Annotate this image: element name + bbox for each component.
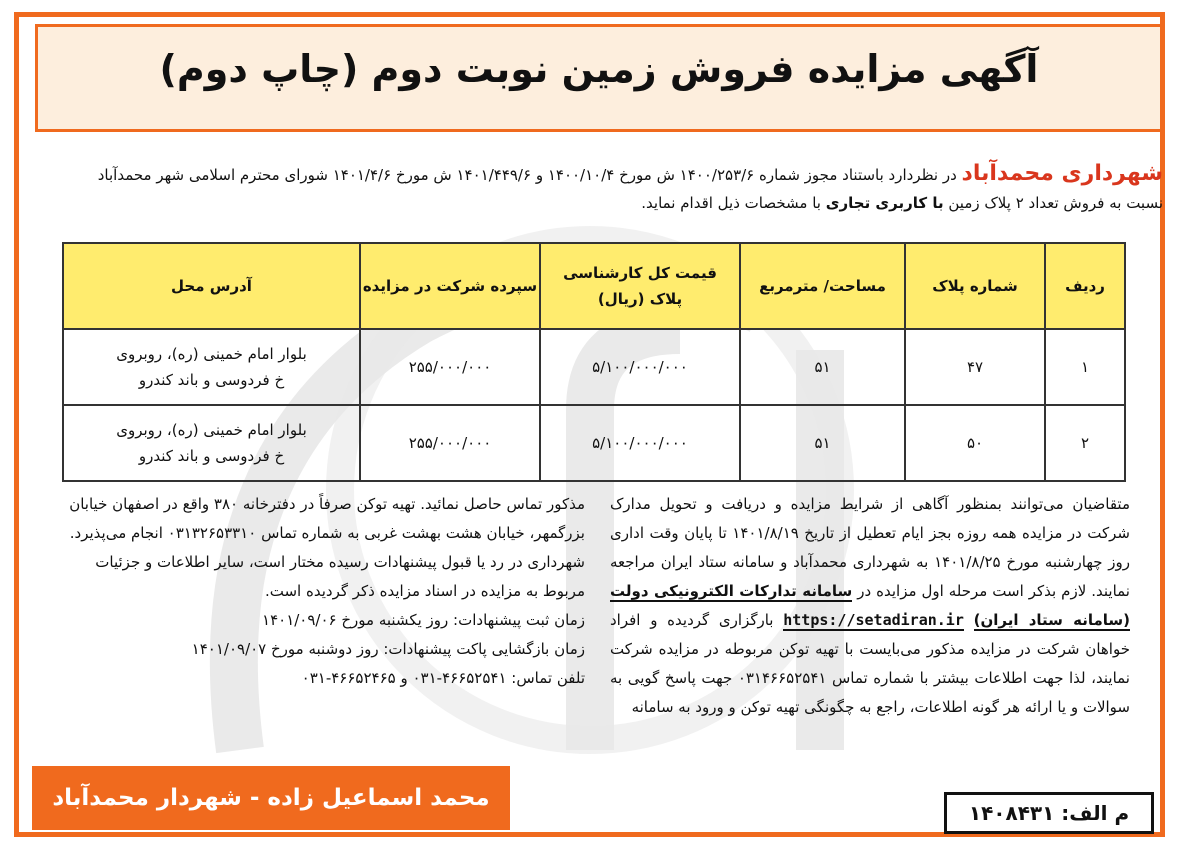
header-price-l1: قیمت کل کارشناسی	[563, 264, 717, 282]
cell-price: ۵/۱۰۰/۰۰۰/۰۰۰	[540, 405, 740, 481]
page-title: آگهی مزایده فروش زمین نوبت دوم (چاپ دوم)	[159, 47, 1039, 91]
header-price-l2: پلاک (ریال)	[597, 290, 683, 308]
ad-code: م الف: ۱۴۰۸۴۳۱	[944, 792, 1154, 834]
cell-row-no: ۱	[1045, 329, 1125, 405]
cell-deposit: ۲۵۵/۰۰۰/۰۰۰	[360, 329, 540, 405]
body-right-p1: متقاضیان می‌توانند بمنظور آگاهی از شرایط مزایده و دریافت و تحویل مدارک شرکت در مزایده همه روزه بجز ایام تعطیل از تاریخ ۱۴۰۱/۸/۱۹ تا پایان وقت اداری روز چهارشنبه مورخ ۱۴۰۱/۸/۲۵ به شهرداری محمدآباد و سامانه ستاد ایران مراجعه نمایند. لازم بذکر است مرحله اول مزایده در	[610, 495, 1130, 600]
cell-plot-no: ۵۰	[905, 405, 1045, 481]
cell-row-no: ۲	[1045, 405, 1125, 481]
address-line1: بلوار امام خمینی (ره)، روبروی	[116, 345, 307, 363]
body-right-p2: بارگزاری گردیده و افراد خواهان شرکت در مزایده مذکور می‌بایست با تهیه توکن مربوطه در مزایده شرکت نمایند، لذا جهت اطلاعات بیشتر با شماره تماس ۰۳۱۴۶۶۵۲۵۴۱ جهت پاسخ گویی به سوالات و یا ارائه هر گونه اطلاعات، راجع به چگونگی تهیه توکن و ورود به سامانه	[610, 611, 1130, 716]
org-name: شهرداری محمدآباد	[961, 161, 1163, 186]
table-row	[63, 405, 1125, 481]
contact-phone: تلفن تماس: ۴۶۶۵۲۵۴۱-۰۳۱ و ۴۶۶۵۲۴۶۵-۰۳۱	[301, 669, 585, 687]
header-row-no: ردیف	[1045, 243, 1125, 329]
address-line2: خ فردوسی و باند کندرو	[138, 447, 285, 465]
intro-line2-a: نسبت به فروش تعداد ۲ پلاک زمین	[943, 194, 1163, 212]
header-address: آدرس محل	[63, 243, 360, 329]
header-price	[540, 243, 740, 329]
intro-line2-b: با مشخصات ذیل اقدام نماید.	[641, 194, 826, 212]
table-row	[63, 329, 1125, 405]
header-plot-no: شماره پلاک	[905, 243, 1045, 329]
intro-paragraph	[50, 160, 1163, 217]
title-box	[35, 24, 1163, 132]
body-left-p1: مذکور تماس حاصل نمائید. تهیه توکن صرفاً در دفترخانه ۳۸۰ واقع در اصفهان خیابان بزرگمهر، خیابان هشت بهشت غربی به شماره تماس ۰۳۱۳۲۶۵۳۳۱۰ انجام می‌پذیرد.	[69, 495, 585, 542]
address-line1: بلوار امام خمینی (ره)، روبروی	[116, 421, 307, 439]
cell-area: ۵۱	[740, 405, 905, 481]
registration-time: زمان ثبت پیشنهادات: روز یکشنبه مورخ ۱۴۰۱/۰۹/۰۶	[262, 611, 585, 629]
header-area: مساحت/ مترمربع	[740, 243, 905, 329]
plots-table	[62, 242, 1126, 482]
body-left-column	[50, 490, 585, 693]
intro-line2-bold: با کاربری تجاری	[825, 194, 944, 212]
body-right-column	[610, 490, 1130, 722]
cell-address	[63, 329, 360, 405]
setad-url-link[interactable]: https://setadiran.ir	[783, 611, 964, 629]
cell-area: ۵۱	[740, 329, 905, 405]
cell-plot-no: ۴۷	[905, 329, 1045, 405]
opening-time: زمان بازگشایی پاکت پیشنهادات: روز دوشنبه مورخ ۱۴۰۱/۰۹/۰۷	[191, 640, 585, 658]
header-deposit: سپرده شرکت در مزایده	[360, 243, 540, 329]
cell-price: ۵/۱۰۰/۰۰۰/۰۰۰	[540, 329, 740, 405]
mayor-signature: محمد اسماعیل زاده - شهردار محمدآباد	[32, 766, 510, 830]
intro-line1: در نظردارد باستناد مجوز شماره ۱۴۰۰/۲۵۳/۶ ش مورخ ۱۴۰۰/۱۰/۴ و ۱۴۰۱/۴۴۹/۶ ش مورخ ۱۴۰۱/۴/۶ شورای محترم اسلامی شهر محمدآباد	[97, 166, 962, 184]
address-line2: خ فردوسی و باند کندرو	[138, 371, 285, 389]
body-left-p2: شهرداری در رد یا قبول پیشنهادات رسیده مختار است، سایر اطلاعات و جزئیات مربوط به مزایده در اسناد مزایده ذکر گردیده است.	[95, 553, 585, 600]
setad-system-name: سامانه تدارکات الکترونیکی دولت (سامانه ستاد ایران)	[610, 582, 1130, 629]
cell-address	[63, 405, 360, 481]
cell-deposit: ۲۵۵/۰۰۰/۰۰۰	[360, 405, 540, 481]
table-header-row	[63, 243, 1125, 329]
